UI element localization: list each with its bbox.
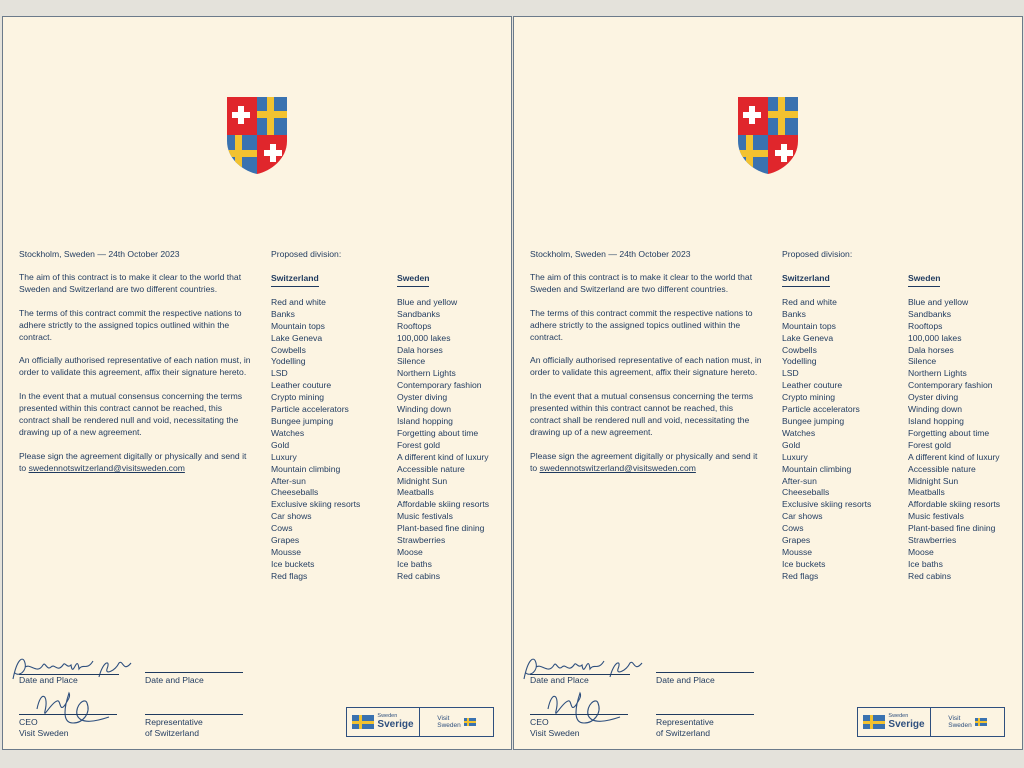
list-item: Exclusive skiing resorts bbox=[782, 499, 872, 510]
contract-text bbox=[530, 249, 762, 487]
list-item: Crypto mining bbox=[271, 392, 325, 403]
list-item: Particle accelerators bbox=[271, 404, 349, 415]
visit-sweden-badge bbox=[346, 707, 494, 737]
crest-shield-icon bbox=[736, 95, 800, 175]
swiss-rep-label bbox=[145, 717, 203, 739]
list-item: Accessible nature bbox=[397, 463, 465, 474]
list-item: Oyster diving bbox=[908, 392, 959, 403]
list-item: Music festivals bbox=[908, 511, 964, 522]
list-item: Leather couture bbox=[782, 380, 843, 391]
switzerland-heading: Switzerland bbox=[271, 273, 319, 287]
brand-sweden-small: Sweden bbox=[888, 713, 909, 720]
ceo-title: CEO bbox=[19, 717, 38, 727]
list-item: Banks bbox=[782, 308, 806, 319]
list-item: Oyster diving bbox=[397, 392, 448, 403]
list-item: Ice buckets bbox=[271, 558, 315, 569]
list-item: Lake Geneva bbox=[271, 332, 323, 343]
sweden-column bbox=[397, 273, 489, 583]
rep-line-2: of Switzerland bbox=[656, 728, 710, 739]
list-item: Silence bbox=[397, 356, 426, 367]
ceo-signature-line bbox=[530, 714, 628, 715]
list-item: Cowbells bbox=[782, 344, 817, 355]
sweden-column bbox=[908, 273, 1000, 583]
sweden-sverige-logo bbox=[347, 708, 420, 736]
list-item: Luxury bbox=[271, 451, 297, 462]
brand-sverige: Sverige bbox=[377, 718, 414, 730]
list-item: Red and white bbox=[271, 296, 326, 307]
list-item: Meatballs bbox=[908, 487, 945, 498]
list-item: LSD bbox=[782, 368, 799, 379]
list-item: Car shows bbox=[271, 511, 312, 522]
list-item: Silence bbox=[908, 356, 937, 367]
email-link[interactable]: swedennotswitzerland@visitsweden.com bbox=[28, 462, 185, 473]
list-item: Gold bbox=[271, 439, 290, 450]
list-item: Banks bbox=[271, 308, 295, 319]
list-item: Contemporary fashion bbox=[397, 380, 482, 391]
small-swedish-flag-icon bbox=[975, 718, 987, 726]
list-item: Crypto mining bbox=[782, 392, 836, 403]
ceo-organization: Visit Sweden bbox=[530, 728, 580, 739]
contract-page-left bbox=[2, 16, 512, 750]
list-item: Plant-based fine dining bbox=[908, 523, 996, 534]
proposed-division-label: Proposed division: bbox=[271, 249, 342, 259]
list-item: Watches bbox=[271, 427, 305, 438]
contract-text bbox=[19, 249, 251, 487]
list-item: After-sun bbox=[782, 475, 817, 486]
ceo-signature-line bbox=[19, 714, 117, 715]
list-item: Strawberries bbox=[908, 535, 957, 546]
visit-sweden-word: Sweden bbox=[437, 722, 461, 729]
list-item: A different kind of luxury bbox=[397, 451, 489, 462]
paragraph-aim: The aim of this contract is to make it clear to the world that Sweden and Switzerland are two different countries. bbox=[530, 271, 753, 294]
list-item: Yodelling bbox=[782, 356, 817, 367]
list-item: Plant-based fine dining bbox=[397, 523, 485, 534]
rep-line-2: of Switzerland bbox=[145, 728, 199, 739]
switzerland-column bbox=[271, 273, 360, 583]
switzerland-list bbox=[271, 297, 360, 583]
list-item: Rooftops bbox=[908, 320, 943, 331]
list-item: Contemporary fashion bbox=[908, 380, 993, 391]
list-item: Mountain tops bbox=[782, 320, 836, 331]
sweden-list bbox=[908, 297, 1000, 583]
list-item: A different kind of luxury bbox=[908, 451, 1000, 462]
list-item: Ice baths bbox=[908, 558, 943, 569]
list-item: Red flags bbox=[782, 570, 819, 581]
list-item: Grapes bbox=[271, 535, 300, 546]
list-item: Northern Lights bbox=[908, 368, 967, 379]
list-item: Sandbanks bbox=[397, 308, 441, 319]
swiss-date-place-label: Date and Place bbox=[656, 675, 715, 685]
paragraph-aim: The aim of this contract is to make it clear to the world that Sweden and Switzerland are two different countries. bbox=[19, 271, 242, 294]
list-item: Northern Lights bbox=[397, 368, 456, 379]
list-item: Forest gold bbox=[908, 439, 951, 450]
list-item: Dala horses bbox=[397, 344, 443, 355]
sign-prompt-text: Please sign the agreement digitally or physically and send it to bbox=[19, 450, 247, 473]
list-item: Forest gold bbox=[397, 439, 440, 450]
list-item: Cheeseballs bbox=[782, 487, 830, 498]
list-item: Bungee jumping bbox=[782, 415, 845, 426]
email-link[interactable]: swedennotswitzerland@visitsweden.com bbox=[539, 462, 696, 473]
list-item: Mountain climbing bbox=[271, 463, 341, 474]
list-item: Island hopping bbox=[908, 415, 964, 426]
list-item: Rooftops bbox=[397, 320, 432, 331]
list-item: Music festivals bbox=[397, 511, 453, 522]
list-item: Bungee jumping bbox=[271, 415, 334, 426]
list-item: Red flags bbox=[271, 570, 308, 581]
swedish-flag-icon bbox=[352, 715, 374, 729]
sign-instructions bbox=[19, 451, 251, 475]
swedish-flag-icon bbox=[863, 715, 885, 729]
list-item: Winding down bbox=[397, 404, 451, 415]
ceo-label bbox=[19, 717, 69, 739]
list-item: Red cabins bbox=[908, 570, 951, 581]
sign-prompt-text: Please sign the agreement digitally or physically and send it to bbox=[530, 450, 758, 473]
list-item: 100,000 lakes bbox=[908, 332, 962, 343]
ceo-label bbox=[530, 717, 580, 739]
list-item: Luxury bbox=[782, 451, 808, 462]
sweden-heading: Sweden bbox=[397, 273, 429, 287]
list-item: Blue and yellow bbox=[397, 296, 458, 307]
brand-sverige: Sverige bbox=[888, 718, 925, 730]
list-item: Cowbells bbox=[271, 344, 306, 355]
list-item: Forgetting about time bbox=[908, 427, 990, 438]
contract-page-right bbox=[513, 16, 1023, 750]
list-item: Meatballs bbox=[397, 487, 434, 498]
list-item: Mountain climbing bbox=[782, 463, 852, 474]
rep-line-1: Representative bbox=[145, 717, 203, 727]
list-item: Island hopping bbox=[397, 415, 453, 426]
list-item: Winding down bbox=[908, 404, 962, 415]
list-item: Cheeseballs bbox=[271, 487, 319, 498]
swiss-rep-label bbox=[656, 717, 714, 739]
list-item: After-sun bbox=[271, 475, 306, 486]
paragraph-consensus: In the event that a mutual consensus concerning the terms presented within this contract cannot be reached, this contract shall be rendered null and void, necessitating the drawing up of a new agreement. bbox=[530, 391, 754, 437]
list-item: Exclusive skiing resorts bbox=[271, 499, 361, 510]
visit-sweden-badge bbox=[857, 707, 1005, 737]
switzerland-column bbox=[782, 273, 871, 583]
list-item: Affordable skiing resorts bbox=[908, 499, 1001, 510]
list-item: Gold bbox=[782, 439, 801, 450]
switzerland-heading: Switzerland bbox=[782, 273, 830, 287]
list-item: Cows bbox=[271, 523, 293, 534]
brand-sweden-small: Sweden bbox=[377, 713, 398, 720]
list-item: Red and white bbox=[782, 296, 837, 307]
list-item: Watches bbox=[782, 427, 816, 438]
date-place-heading: Stockholm, Sweden — 24th October 2023 bbox=[530, 249, 691, 259]
swiss-date-place-label: Date and Place bbox=[145, 675, 204, 685]
list-item: Forgetting about time bbox=[397, 427, 479, 438]
swiss-signature-line[interactable] bbox=[145, 714, 243, 715]
list-item: Grapes bbox=[782, 535, 811, 546]
proposed-division-label: Proposed division: bbox=[782, 249, 853, 259]
crest-shield-icon bbox=[225, 95, 289, 175]
switzerland-list bbox=[782, 297, 871, 583]
list-item: Mountain tops bbox=[271, 320, 325, 331]
date-place-label: Date and Place bbox=[19, 675, 78, 685]
list-item: Accessible nature bbox=[908, 463, 976, 474]
paragraph-representative: An officially authorised representative of each nation must, in order to validate this agreement, affix their signature hereto. bbox=[19, 355, 251, 378]
ceo-organization: Visit Sweden bbox=[19, 728, 69, 739]
list-item: Ice baths bbox=[397, 558, 432, 569]
visit-sweden-logo bbox=[420, 708, 493, 736]
paragraph-representative: An officially authorised representative of each nation must, in order to validate this agreement, affix their signature hereto. bbox=[530, 355, 762, 378]
sweden-heading: Sweden bbox=[908, 273, 940, 287]
visit-word: Visit bbox=[948, 715, 961, 722]
sweden-list bbox=[397, 297, 489, 583]
list-item: Moose bbox=[397, 546, 423, 557]
sweden-sverige-logo bbox=[858, 708, 931, 736]
list-item: Particle accelerators bbox=[782, 404, 860, 415]
list-item: Blue and yellow bbox=[908, 296, 969, 307]
list-item: Cows bbox=[782, 523, 804, 534]
swiss-date-place-line[interactable] bbox=[145, 672, 243, 673]
list-item: Mousse bbox=[782, 546, 813, 557]
list-item: Leather couture bbox=[271, 380, 332, 391]
list-item: Car shows bbox=[782, 511, 823, 522]
list-item: Midnight Sun bbox=[908, 475, 959, 486]
sign-instructions bbox=[530, 451, 762, 475]
list-item: Affordable skiing resorts bbox=[397, 499, 490, 510]
list-item: Midnight Sun bbox=[397, 475, 448, 486]
small-swedish-flag-icon bbox=[464, 718, 476, 726]
list-item: Ice buckets bbox=[782, 558, 826, 569]
visit-sweden-word: Sweden bbox=[948, 722, 972, 729]
list-item: Moose bbox=[908, 546, 934, 557]
list-item: 100,000 lakes bbox=[397, 332, 451, 343]
paragraph-terms: The terms of this contract commit the respective nations to adhere strictly to the assigned topics outlined within the contract. bbox=[19, 307, 242, 342]
swiss-date-place-line[interactable] bbox=[656, 672, 754, 673]
list-item: Strawberries bbox=[397, 535, 446, 546]
list-item: Red cabins bbox=[397, 570, 440, 581]
rep-line-1: Representative bbox=[656, 717, 714, 727]
list-item: Yodelling bbox=[271, 356, 306, 367]
visit-word: Visit bbox=[437, 715, 450, 722]
paragraph-consensus: In the event that a mutual consensus concerning the terms presented within this contract cannot be reached, this contract shall be rendered null and void, necessitating the drawing up of a new agreement. bbox=[19, 391, 243, 437]
date-place-label: Date and Place bbox=[530, 675, 589, 685]
visit-sweden-logo bbox=[931, 708, 1004, 736]
swiss-signature-line[interactable] bbox=[656, 714, 754, 715]
date-place-heading: Stockholm, Sweden — 24th October 2023 bbox=[19, 249, 180, 259]
list-item: Sandbanks bbox=[908, 308, 952, 319]
paragraph-terms: The terms of this contract commit the respective nations to adhere strictly to the assigned topics outlined within the contract. bbox=[530, 307, 753, 342]
list-item: Lake Geneva bbox=[782, 332, 834, 343]
ceo-title: CEO bbox=[530, 717, 549, 727]
list-item: Dala horses bbox=[908, 344, 954, 355]
list-item: LSD bbox=[271, 368, 288, 379]
list-item: Mousse bbox=[271, 546, 302, 557]
